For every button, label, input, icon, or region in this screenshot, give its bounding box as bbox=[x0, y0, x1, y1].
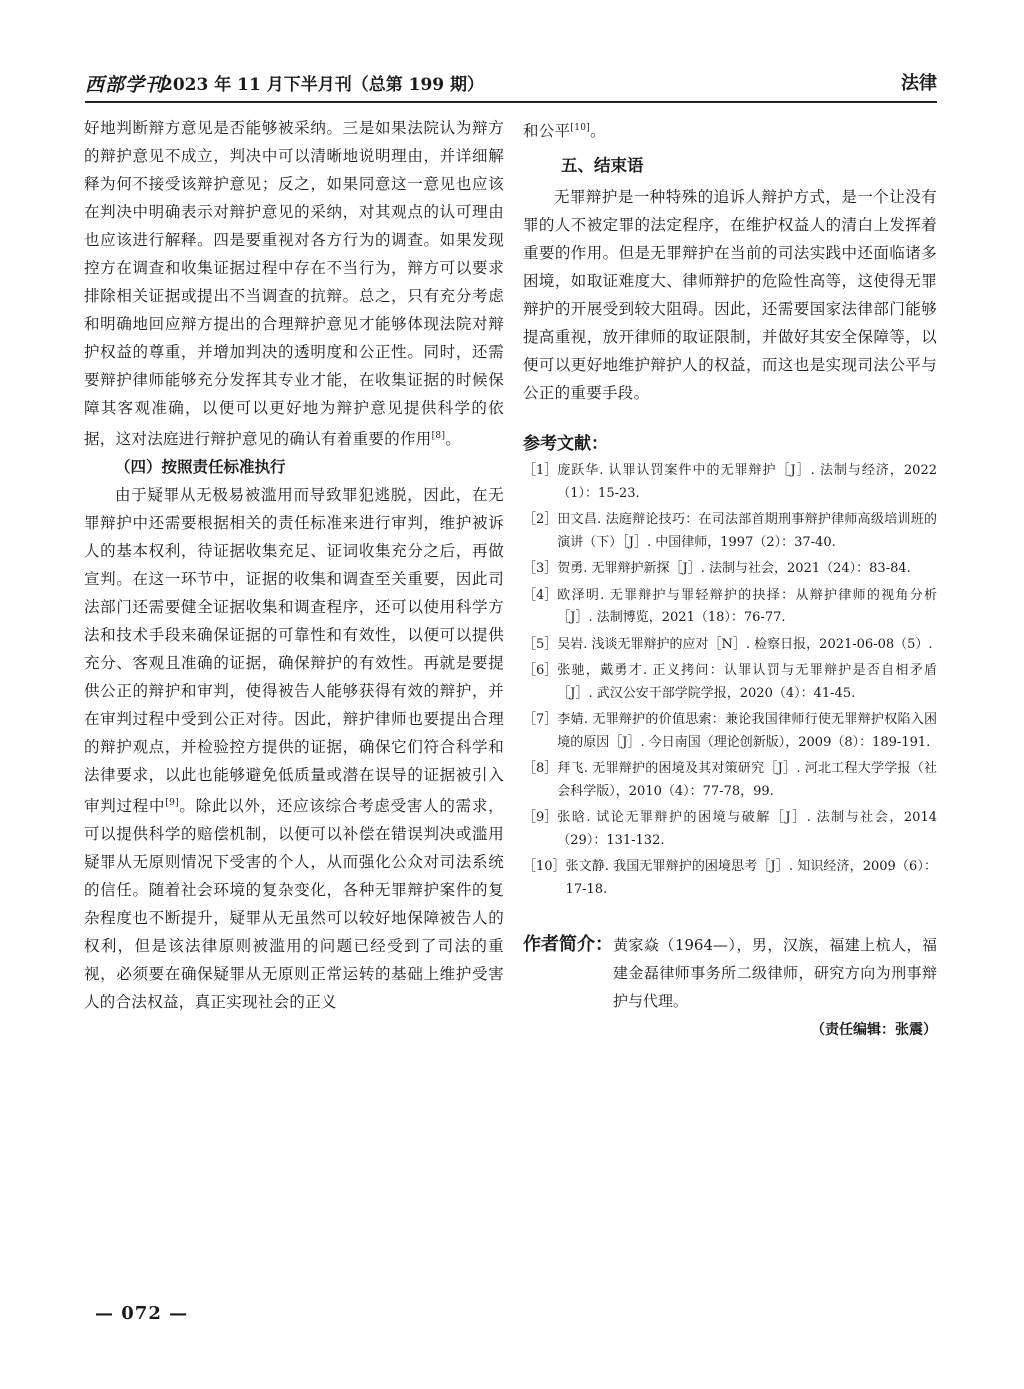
running-header bbox=[85, 66, 937, 94]
author-bio bbox=[523, 931, 937, 1015]
reference-item: ［4］ 欧泽明. 无罪辩护与罪轻辩护的抉择：从辩护律师的视角分析［J］. 法制博览，2021（18）：76-77. bbox=[523, 587, 937, 625]
section-heading-conclusion: 五、结束语 bbox=[560, 156, 644, 175]
left-column bbox=[84, 114, 504, 1016]
citation-9: [9] bbox=[165, 798, 179, 808]
paragraph-continued: 好地判断辩方意见是否能够被采纳。三是如果法院认为辩方的辩护意见不成立，判决中可以清晰地说明理由，并详细解释为何不接受该辩护意见；反之，如果同意这一意见也应该在判决中明确表示对辩护意见的采纳，对其观点的认可理由也应该进行解释。四是要重视对各方行为的调查。如果发现控方在调查和收集证据过程中存在不当行为，辩方可以要求排除相关证据或提出不当调查的抗辩。总之，只有充分考虑和明确地回应辩方提出的合理辩护意见才能够体现法院对辩护权益的尊重，并增加判决的透明度和公正性。同时，还需要辩护律师能够充分发挥其专业才能，在收集证据的时候保障其客观准确，以便可以更好地为辩护意见提供科学的依据，这对法庭进行辩护意见的确认有着重要的作用[8]。 bbox=[84, 119, 504, 448]
reference-item: ［1］ 庞跃华. 认罪认罚案件中的无罪辩护［J］. 法制与经济，2022（1）：15-23. bbox=[523, 463, 937, 501]
citation-8: [8] bbox=[431, 431, 446, 441]
right-column bbox=[523, 114, 937, 1039]
issue-info: 2023 年 11 月下半月刊（总第 199 期） bbox=[161, 75, 485, 95]
section-name: 法律 bbox=[901, 73, 937, 94]
reference-list bbox=[523, 460, 937, 901]
paragraph-conclusion: 无罪辩护是一种特殊的追诉人辩护方式，是一个让没有罪的人不被定罪的法定程序，在维护权益人的清白上发挥着重要的作用。但是无罪辩护在当前的司法实践中还面临诸多困境，如取证难度大、律师辩护的危险性高等，这使得无罪辩护的开展受到较大阻碍。因此，还需要国家法律部门能够提高重视，放开律师的取证限制，并做好其安全保障等，以便可以更好地维护辩护人的权益，而这也是实现司法公平与公正的重要手段。 bbox=[523, 188, 937, 402]
reference-item: ［5］ 吴岩. 浅谈无罪辩护的应对［N］. 检察日报，2021-06-08（5）. bbox=[523, 636, 933, 652]
author-label: 作者简介： bbox=[523, 934, 613, 955]
page-number: — 072 — bbox=[95, 1303, 189, 1324]
reference-item: ［10］ 张文静. 我国无罪辩护的困境思考［J］. 知识经济，2009（6）：17-18. bbox=[523, 859, 937, 897]
paragraph-responsibility: 由于疑罪从无极易被滥用而导致罪犯逃脱，因此，在无罪辩护中还需要根据相关的责任标准来进行审判，维护被诉人的基本权利，待证据收集充足、证词收集充分之后，再做宣判。在这一环节中，证据的收集和调查至关重要，因此司法部门还需要健全证据收集和调查程序，还可以使用科学方法和技术手段来确保证据的可靠性和有效性，以便可以提供充分、客观且准确的证据，确保辩护的有效性。再就是要提供公正的辩护和审判，使得被告人能够获得有效的辩护，并在审判过程中受到公正对待。因此，辩护律师也要提出合理的辩护观点，并检验控方提供的证据，确保它们符合科学和法律要求，以此也能够避免低质量或潜在误导的证据被引入审判过程中[9]。除此以外，还应该综合考虑受害人的需求，可以提供科学的赔偿机制，以便可以补偿在错误判决或滥用疑罪从无原则情况下受害的个人，从而强化公众对司法系统的信任。随着社会环境的复杂变化，各种无罪辩护案件的复杂程度也不断提升，疑罪从无虽然可以较好地保障被告人的权利，但是该法律原则被滥用的问题已经受到了司法的重视，必须要在确保疑罪从无原则正常运转的基础上维护受害人的合法权益，真正实现社会的正义 bbox=[84, 486, 504, 1011]
reference-item: ［6］ 张驰，戴勇才. 正义拷问：认罪认罚与无罪辩护是否自相矛盾［J］. 武汉公安干部学院学报，2020（4）：41-45. bbox=[523, 663, 937, 701]
responsible-editor: （责任编辑：张震） bbox=[811, 1022, 937, 1038]
citation-10: [10] bbox=[570, 123, 591, 133]
subsection-heading-4: （四）按照责任标准执行 bbox=[115, 458, 286, 476]
author-text: 黄家焱（1964—），男，汉族，福建上杭人，福建金磊律师事务所二级律师，研究方向为刑事辩护与代理。 bbox=[613, 936, 937, 1010]
reference-item: ［3］ 贺勇. 无罪辩护新探［J］. 法制与社会，2021（24）：83-84. bbox=[523, 561, 911, 576]
references-title: 参考文献： bbox=[523, 434, 608, 454]
paragraph-continued-end: 和公平[10]。 bbox=[523, 122, 606, 140]
journal-logo: 西部学刊 bbox=[85, 74, 166, 96]
reference-item: ［2］ 田文昌. 法庭辩论技巧：在司法部首期刑事辩护律师高级培训班的演讲（下）［J］. 中国律师，1997（2）：37-40. bbox=[523, 512, 937, 550]
reference-item: ［7］ 李婧. 无罪辩护的价值思索：兼论我国律师行使无罪辩护权陷入困境的原因［J］. 今日南国（理论创新版），2009（8）：189-191. bbox=[523, 712, 937, 750]
reference-item: ［9］ 张晗. 试论无罪辩护的困境与破解［J］. 法制与社会，2014（29）：131-132. bbox=[523, 810, 937, 848]
header-rule bbox=[85, 101, 937, 103]
reference-item: ［8］ 拜飞. 无罪辩护的困境及其对策研究［J］. 河北工程大学学报（社会科学版），2010（4）：77-78，99. bbox=[523, 761, 937, 799]
